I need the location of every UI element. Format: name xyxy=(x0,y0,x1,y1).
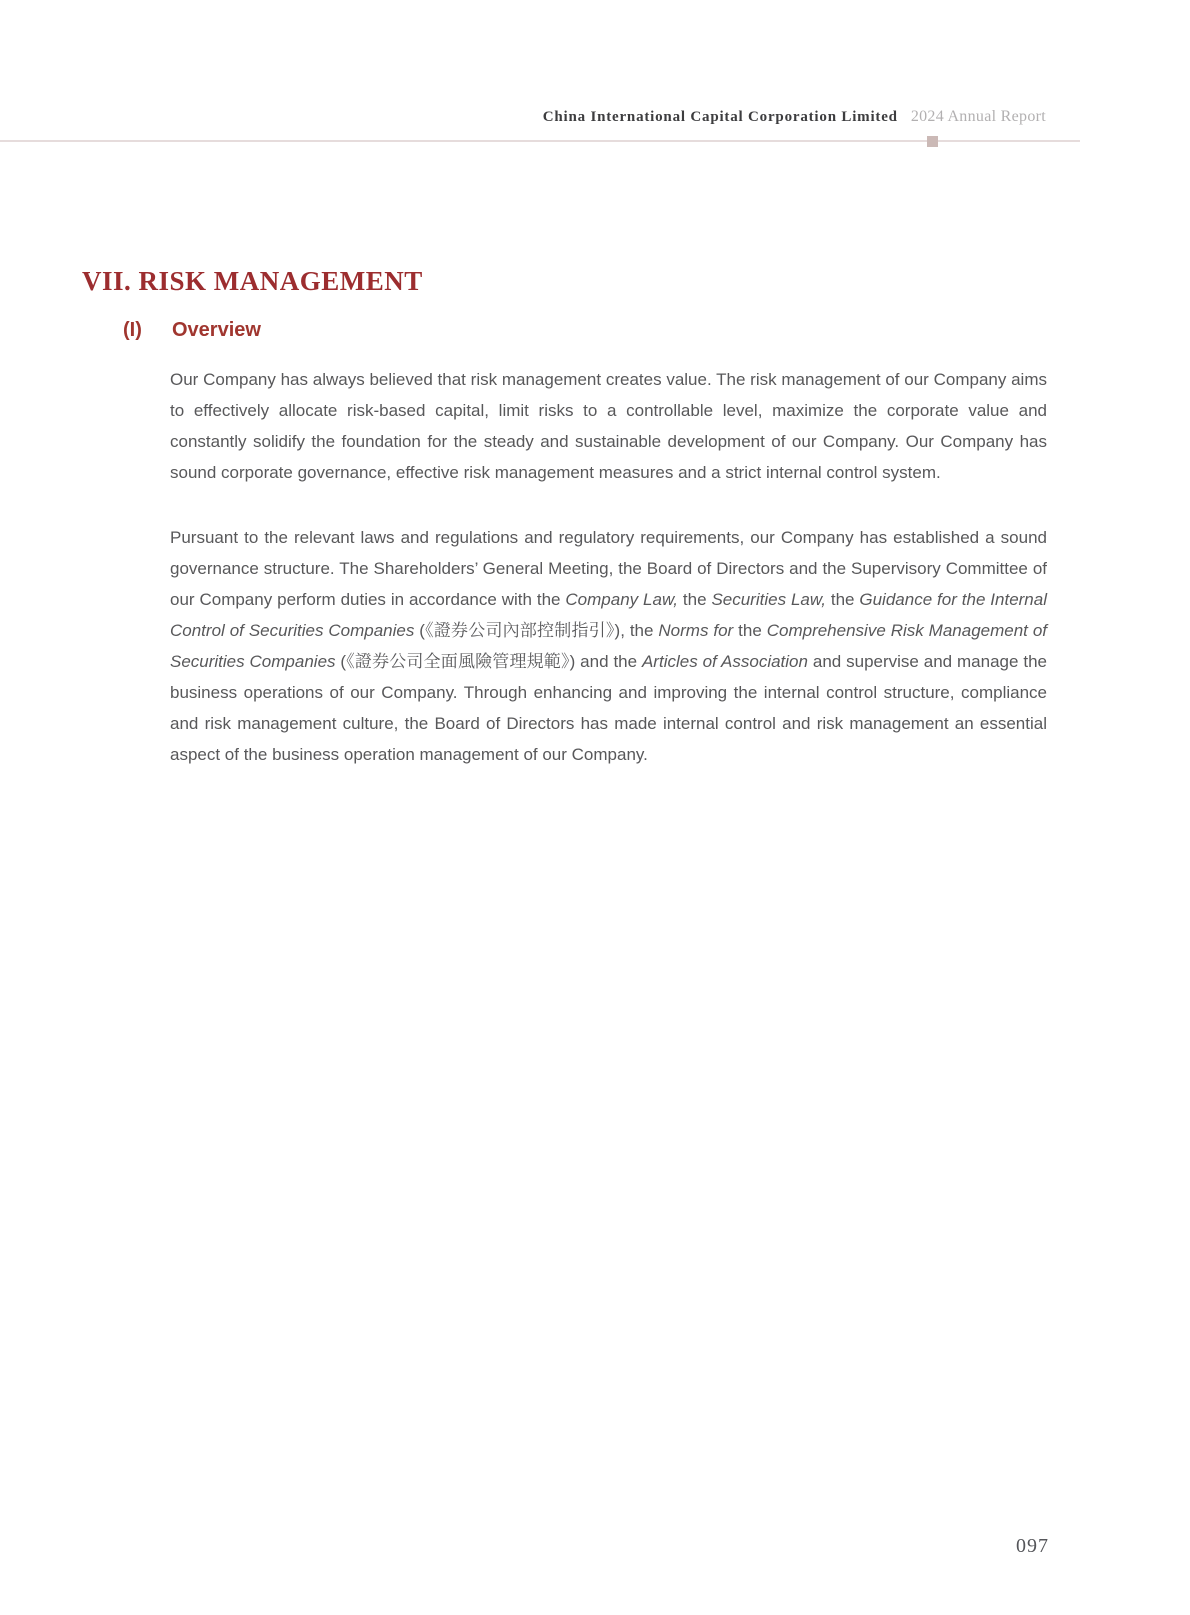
italic-text-run: Norms for xyxy=(658,621,734,640)
body-content xyxy=(170,364,1047,770)
italic-text-run: Articles of Association xyxy=(641,652,808,671)
italic-text-run: Company Law, xyxy=(565,590,679,609)
section-heading: VII. RISK MANAGEMENT xyxy=(82,266,423,296)
subsection-title: Overview xyxy=(172,319,261,341)
page-number: 097 xyxy=(1016,1535,1049,1557)
italic-text-run: Comprehensive Risk Management of Securities Companies xyxy=(170,621,1047,671)
header-company-name: China International Capital Corporation Limited xyxy=(542,109,898,125)
paragraph-overview-1 xyxy=(170,364,1047,488)
text-run: the xyxy=(825,590,860,609)
text-run: (《證券公司內部控制指引》), the xyxy=(414,621,659,640)
text-run: Pursuant to the relevant laws and regulations and regulatory requirements, our Company has established a sound governance structure. The Shareholders’ General Meeting, the Board of Directors and the Supervisory Committee of our Company perform duties in accordance with the xyxy=(170,528,1047,609)
italic-text-run: Guidance for the Internal Control of Securities Companies xyxy=(170,590,1047,640)
text-run: the xyxy=(733,621,767,640)
text-run: Our Company has always believed that risk management creates value. The risk management of our Company aims to effectively allocate risk-based capital, limit risks to a controllable level, maximize the corporate value and constantly solidify the foundation for the steady and sustainable development of our Company. Our Company has sound corporate governance, effective risk management measures and a strict internal control system. xyxy=(170,370,1047,482)
text-run: (《證券公司全面風險管理規範》) and the xyxy=(335,652,642,671)
paragraph-overview-2 xyxy=(170,522,1047,770)
italic-text-run: Securities Law, xyxy=(711,590,826,609)
header-square-marker xyxy=(927,136,938,147)
text-run: and supervise and manage the business operations of our Company. Through enhancing and improving the internal control structure, compliance and risk management culture, the Board of Directors has made internal control and risk management an essential aspect of the business operation management of our Company. xyxy=(170,652,1047,764)
page-header xyxy=(543,108,1046,126)
subsection-heading xyxy=(123,319,261,342)
subsection-number: (I) xyxy=(123,319,142,341)
header-report-title: 2024 Annual Report xyxy=(910,108,1046,125)
text-run: the xyxy=(678,590,712,609)
header-divider-line xyxy=(0,140,1080,142)
